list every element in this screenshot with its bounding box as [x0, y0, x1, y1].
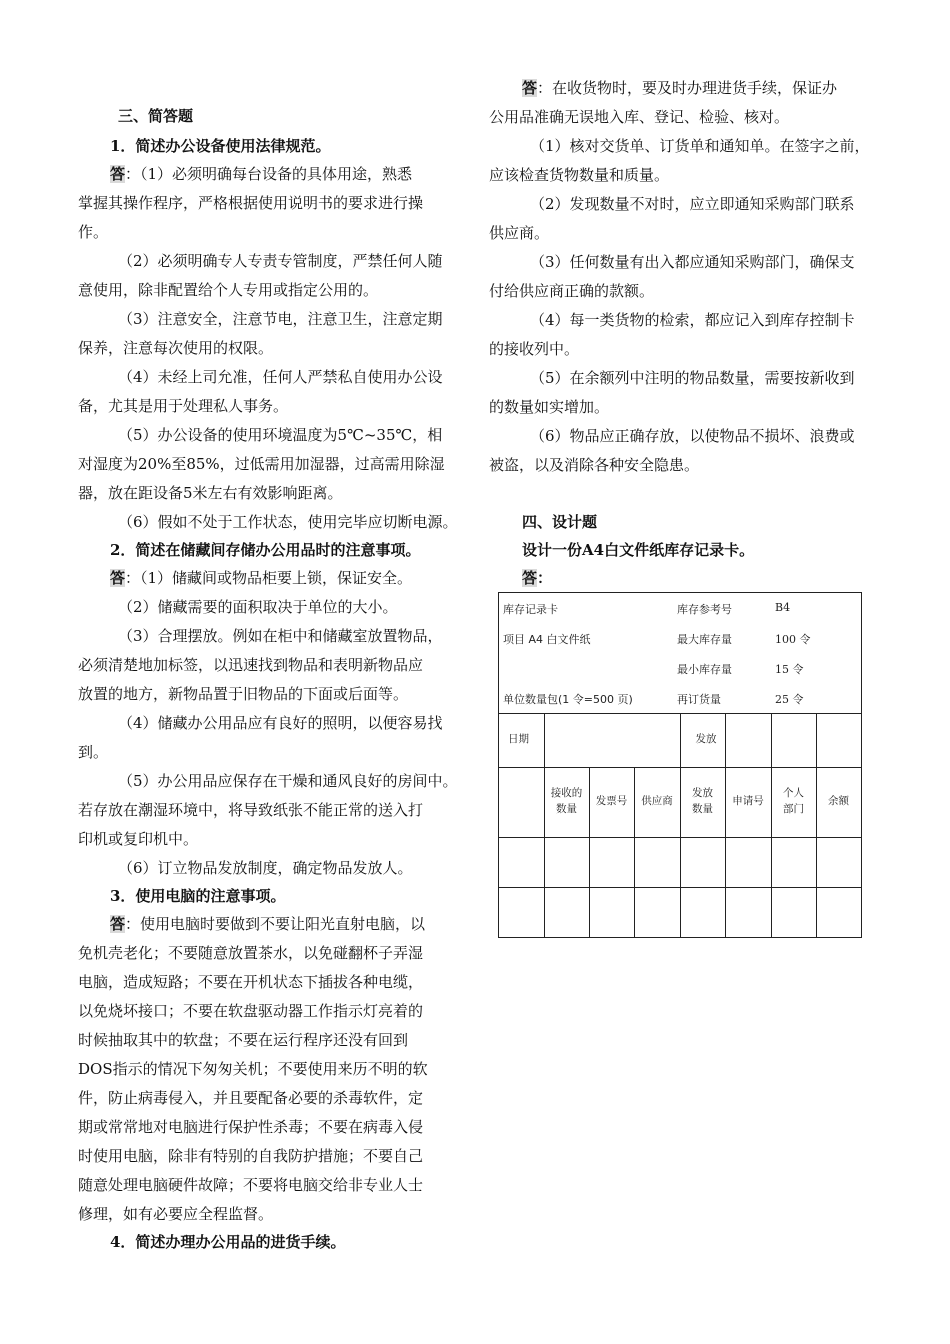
q3-answer-line10: 随意处理电脑硬件故障；不要将电脑交给非专业人士 [78, 1176, 424, 1194]
q1-answer-3-line2: 保养，注意每次使用的权限。 [78, 339, 274, 357]
answer-label: 答 [110, 569, 126, 587]
q3-answer-line8: 期或常常地对电脑进行保护性杀毒；不要在病毒入侵 [78, 1118, 424, 1136]
q1-answer-2: （2）必须明确专人专责专管制度，严禁任何人随 [118, 252, 443, 270]
answer-label: 答 [522, 79, 538, 97]
q4-answer: 答：在收货物时，要及时办理进货手续，保证办 [522, 79, 838, 97]
q4-answer-1-line2: 应该检查货物数量和质量。 [489, 166, 670, 184]
q3-answer-line2: 免机壳老化；不要随意放置茶水，以免碰翻杯子弄湿 [78, 944, 424, 962]
question-1-title: 1．简述办公设备使用法律规范。 [110, 137, 331, 155]
section-3-heading: 三、简答题 [118, 107, 194, 125]
ref-value: B4 [775, 601, 791, 614]
min-value: 15 令 [775, 663, 804, 676]
q1-answer-4: （4）未经上司允准，任何人严禁私自使用办公设 [118, 368, 443, 386]
balance-header: 余额 [828, 795, 849, 807]
q2-answer-5-line2: 若存放在潮湿环境中，将导致纸张不能正常的送入打 [78, 801, 424, 819]
q4-answer-2: （2）发现数量不对时，应立即通知采购部门联系 [530, 195, 855, 213]
q1-answer-5-line3: 器，放在距设备5米左右有效影响距离。 [78, 484, 343, 502]
q3-answer-line6: DOS指示的情况下匆匆关机；不要使用来历不明的软 [78, 1060, 428, 1078]
q3-answer-line5: 时候抽取其中的软盘；不要在运行程序还没有回到 [78, 1031, 409, 1049]
card-title: 库存记录卡 [503, 603, 558, 616]
q3-answer: 答：使用电脑时要做到不要让阳光直射电脑，以 [110, 915, 426, 933]
q4-answer-2-line2: 供应商。 [489, 224, 550, 242]
q1-answer-1-line2: 掌握其操作程序，严格根据使用说明书的要求进行操 [78, 194, 424, 212]
q3-answer-line4: 以免烧坏接口；不要在软盘驱动器工作指示灯亮着的 [78, 1002, 424, 1020]
q4-answer-3: （3）任何数量有出入都应通知采购部门，确保支 [530, 253, 855, 271]
q2-answer-2: （2）储藏需要的面积取决于单位的大小。 [118, 598, 398, 616]
invoice-no-header: 发票号 [595, 795, 628, 807]
min-label: 最小库存量 [677, 663, 732, 676]
q2-answer-3: （3）合理摆放。例如在柜中和储藏室放置物品， [118, 627, 443, 645]
q4-answer-4-line2: 的接收列中。 [489, 340, 580, 358]
q4-answer-6-line2: 被盗，以及消除各种安全隐患。 [489, 456, 700, 474]
unit-label: 单位数量包(1 令=500 页) [503, 693, 633, 706]
q2-answer-6: （6）订立物品发放制度，确定物品发放人。 [118, 859, 413, 877]
q4-answer-5: （5）在余额列中注明的物品数量，需要按新收到 [530, 369, 855, 387]
design-answer-label: 答： [522, 569, 553, 587]
grid-line [816, 713, 817, 937]
question-2-title: 2．简述在储藏间存储办公用品时的注意事项。 [110, 541, 421, 559]
q4-answer-5-line2: 的数量如实增加。 [489, 398, 610, 416]
q1-answer-4-line2: 备，尤其是用于处理私人事务。 [78, 397, 289, 415]
request-no-header: 申请号 [732, 795, 764, 807]
received-qty-header: 接收的 数量 [550, 787, 583, 815]
q2-answer-1: 答：（1）储藏间或物品柜要上锁，保证安全。 [110, 569, 413, 587]
q1-answer-3: （3）注意安全，注意节电，注意卫生，注意定期 [118, 310, 443, 328]
q2-answer-3-line3: 放置的地方，新物品置于旧物品的下面或后面等。 [78, 685, 409, 703]
q2-answer-3-line2: 必须清楚地加标签，以迅速找到物品和表明新物品应 [78, 656, 424, 674]
q4-answer-3-line2: 付给供应商正确的款额。 [489, 282, 655, 300]
dept-header: 个人 部门 [783, 787, 804, 815]
q1-answer-1: 答：（1）必须明确每台设备的具体用途，熟悉 [110, 165, 413, 183]
q3-answer-line11: 修理，如有必要应全程监督。 [78, 1205, 274, 1223]
max-value: 100 令 [775, 633, 811, 646]
question-3-title: 3．使用电脑的注意事项。 [110, 887, 286, 905]
q2-answer-5-line3: 印机或复印机中。 [78, 830, 199, 848]
q3-answer-line7: 件，防止病毒侵入，并且要配备必要的杀毒软件，定 [78, 1089, 424, 1107]
q2-answer-4-line2: 到。 [78, 743, 109, 761]
q1-answer-1-line3: 作。 [78, 223, 109, 241]
q1-answer-5: （5）办公设备的使用环境温度为5℃~35℃，相 [118, 426, 443, 444]
q4-answer-6: （6）物品应正确存放，以使物品不损坏、浪费或 [530, 427, 855, 445]
ref-label: 库存参考号 [677, 603, 732, 616]
section-4-heading: 四、设计题 [522, 513, 598, 531]
item-label: 项目 A4 白文件纸 [503, 633, 591, 646]
answer-label: 答 [110, 915, 126, 933]
q2-answer-4: （4）储藏办公用品应有良好的照明，以便容易找 [118, 714, 443, 732]
q4-answer-1: （1）核对交货单、订货单和通知单。在签字之前， [530, 137, 870, 155]
q3-answer-line3: 电脑，造成短路；不要在开机状态下插拔各种电缆， [78, 973, 424, 991]
q1-answer-6: （6）假如不处于工作状态，使用完毕应切断电源。 [118, 513, 458, 531]
q4-answer-line2: 公用品准确无误地入库、登记、检验、核对。 [489, 108, 790, 126]
max-label: 最大库存量 [677, 633, 732, 646]
q3-answer-line9: 时使用电脑，除非有特别的自我防护措施；不要自己 [78, 1147, 424, 1165]
q1-answer-5-line2: 对湿度为20%至85%，过低需用加湿器，过高需用除湿 [78, 455, 445, 473]
design-question: 设计一份A4白文件纸库存记录卡。 [522, 541, 755, 559]
reorder-label: 再订货量 [677, 693, 721, 706]
inventory-record-card [498, 592, 862, 938]
issued-qty-header: 发放 数量 [692, 787, 713, 815]
grid-line [544, 713, 545, 937]
q4-answer-4: （4）每一类货物的检索，都应记入到库存控制卡 [530, 311, 855, 329]
grid-line [725, 713, 726, 937]
grid-line [771, 713, 772, 937]
issue-header: 发放 [695, 733, 717, 745]
date-header: 日期 [508, 733, 529, 745]
reorder-value: 25 令 [775, 693, 804, 706]
answer-label: 答 [110, 165, 126, 183]
q1-answer-2-line2: 意使用，除非配置给个人专用或指定公用的。 [78, 281, 379, 299]
grid-line [680, 713, 681, 937]
q2-answer-5: （5）办公用品应保存在干燥和通风良好的房间中。 [118, 772, 458, 790]
question-4-title: 4．简述办理办公用品的进货手续。 [110, 1233, 346, 1251]
supplier-header: 供应商 [641, 795, 673, 807]
